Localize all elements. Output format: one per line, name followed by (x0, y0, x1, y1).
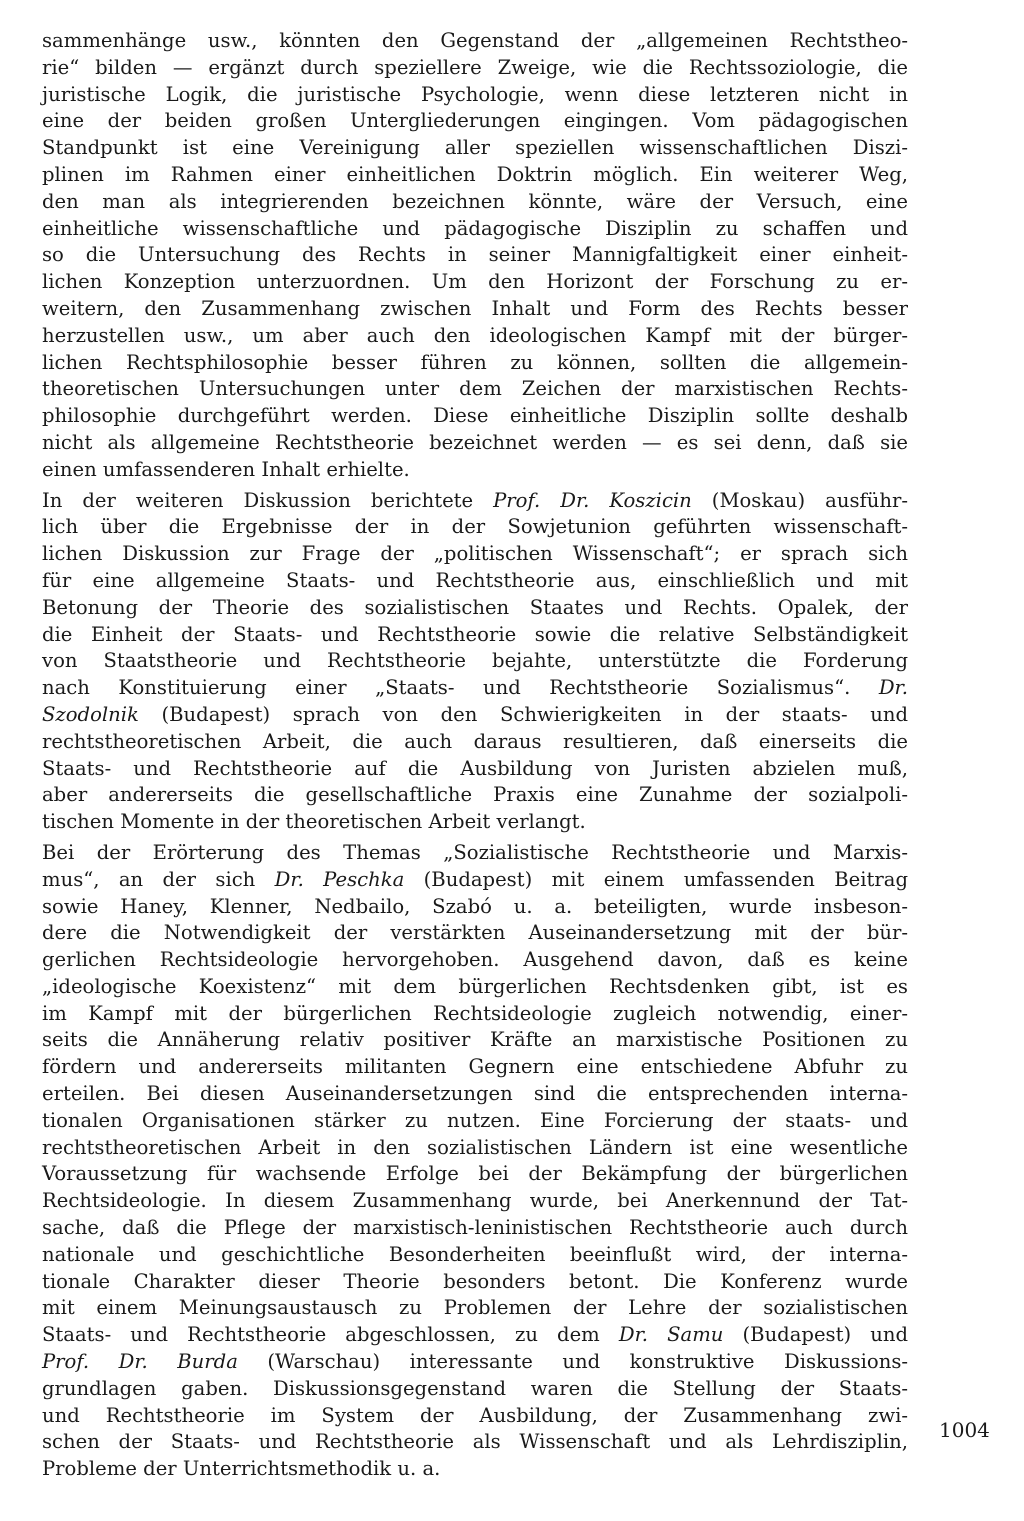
text-line (42, 296, 908, 323)
text-run: tionalen Organisationen stärker zu nutzen. Eine Forcierung der staats- und (42, 1108, 908, 1132)
text-line (42, 1161, 908, 1188)
text-line (42, 55, 908, 82)
text-line (42, 135, 908, 162)
text-line (42, 920, 908, 947)
italic-name: Szodolnik (42, 702, 139, 726)
text-run: grundlagen gaben. Diskussionsgegenstand waren die Stellung der Staats- (42, 1376, 908, 1400)
text-run: Standpunkt ist eine Vereinigung aller speziellen wissenschaftlichen Diszi- (42, 136, 908, 160)
text-line (42, 974, 908, 1001)
text-run: herzustellen usw., um aber auch den ideologischen Kampf mit der bürger- (42, 323, 908, 347)
text-run: rechtstheoretischen Arbeit, die auch daraus resultieren, daß einerseits die (42, 729, 908, 753)
text-line (42, 189, 908, 216)
text-line (42, 1349, 908, 1376)
text-line (42, 947, 908, 974)
text-run: plinen im Rahmen einer einheitlichen Doktrin möglich. Ein weiterer Weg, (42, 162, 908, 186)
text-line (42, 1135, 908, 1162)
paragraph (42, 840, 908, 1483)
text-line (42, 1269, 908, 1296)
text-run: Staats- und Rechtstheorie auf die Ausbildung von Juristen abzielen muß, (42, 756, 908, 780)
text-line (42, 675, 908, 702)
text-run: so die Untersuchung des Rechts in seiner Mannigfaltigkeit einer einheit- (42, 243, 908, 267)
text-run: für eine allgemeine Staats- und Rechtstheorie aus, einschließlich und mit (42, 568, 908, 592)
text-run: (Warschau) interessante und konstruktive Diskussions- (237, 1350, 908, 1374)
text-run: theoretischen Untersuchungen unter dem Zeichen der marxistischen Rechts- (42, 377, 908, 401)
text-run: (Moskau) ausführ- (691, 488, 909, 512)
italic-name: Dr. Peschka (274, 867, 405, 891)
text-line (42, 1429, 908, 1456)
text-run: sowie Haney, Klenner, Nedbailo, Szabó u. a. beteiligten, wurde insbeson- (42, 894, 908, 918)
text-run: Rechtsideologie. In diesem Zusammenhang wurde, bei Anerkennund der Tat- (42, 1189, 908, 1213)
text-line (42, 1027, 908, 1054)
text-line (42, 1108, 908, 1135)
text-line (42, 894, 908, 921)
text-run: einheitliche wissenschaftliche und pädagogische Disziplin zu schaffen und (42, 216, 908, 240)
text-line (42, 323, 908, 350)
text-run: im Kampf mit der bürgerlichen Rechtsideologie zugleich notwendig, einer- (42, 1001, 908, 1025)
text-line (42, 756, 908, 783)
text-run: (Budapest) und (723, 1323, 908, 1347)
text-line (42, 568, 908, 595)
paragraph (42, 28, 908, 484)
text-run: erteilen. Bei diesen Auseinandersetzungen sind die entsprechenden interna- (42, 1082, 908, 1106)
text-line (42, 782, 908, 809)
text-run: Betonung der Theorie des sozialistischen Staates und Rechts. Opalek, der (42, 595, 908, 619)
text-line (42, 1456, 908, 1483)
text-run: schen der Staats- und Rechtstheorie als Wissenschaft und als Lehrdisziplin, (42, 1430, 908, 1454)
text-line (42, 488, 908, 515)
text-run: rechtstheoretischen Arbeit in den sozialistischen Ländern ist eine wesentliche (42, 1135, 908, 1159)
text-line (42, 514, 908, 541)
text-run: fördern und andererseits militanten Gegnern eine entschiedene Abfuhr zu (42, 1055, 908, 1079)
text-run: nationale und geschichtliche Besonderheiten beeinflußt wird, der interna- (42, 1242, 908, 1266)
text-run: Bei der Erörterung des Themas „Sozialistische Rechtstheorie und Marxis- (42, 840, 908, 864)
text-line (42, 1376, 908, 1403)
paragraph (42, 488, 908, 836)
text-run: Staats- und Rechtstheorie abgeschlossen, zu dem (42, 1323, 619, 1347)
italic-name: Prof. Dr. Burda (42, 1350, 238, 1374)
text-run: eine der beiden großen Untergliederungen eingingen. Vom pädagogischen (42, 109, 908, 133)
text-run: juristische Logik, die juristische Psychologie, wenn diese letzteren nicht in (42, 82, 908, 106)
text-line (42, 108, 908, 135)
text-line (42, 1242, 908, 1269)
text-line (42, 1001, 908, 1028)
text-line (42, 403, 908, 430)
page-body (42, 28, 908, 1483)
text-run: lichen Diskussion zur Frage der „politischen Wissenschaft“; er sprach sich (42, 542, 908, 566)
text-run: Voraussetzung für wachsende Erfolge bei der Bekämpfung der bürgerlichen (42, 1162, 908, 1186)
text-run: einen umfassenderen Inhalt erhielte. (42, 457, 410, 481)
text-line (42, 1295, 908, 1322)
text-run: lichen Rechtsphilosophie besser führen zu können, sollten die allgemein- (42, 350, 908, 374)
text-line (42, 1188, 908, 1215)
text-line (42, 867, 908, 894)
text-line (42, 269, 908, 296)
text-run: und Rechtstheorie im System der Ausbildung, der Zusammenhang zwi- (42, 1403, 908, 1427)
text-run: seits die Annäherung relativ positiver Kräfte an marxistische Positionen zu (42, 1028, 908, 1052)
text-run: gerlichen Rechtsideologie hervorgehoben. Ausgehend davon, daß es keine (42, 948, 908, 972)
text-run: sammenhänge usw., könnten den Gegenstand der „allgemeinen Rechtstheo- (42, 29, 908, 52)
text-line (42, 702, 908, 729)
italic-name: Dr. (878, 676, 908, 700)
text-line (42, 1215, 908, 1242)
text-line (42, 28, 908, 55)
text-run: mit einem Meinungsaustausch zu Problemen der Lehre der sozialistischen (42, 1296, 908, 1320)
text-run: In der weiteren Diskussion berichtete (42, 488, 494, 512)
text-line (42, 242, 908, 269)
text-run: (Budapest) mit einem umfassenden Beitrag (404, 867, 909, 891)
text-run: nicht als allgemeine Rechtstheorie bezeichnet werden — es sei denn, daß sie (42, 430, 908, 454)
text-line (42, 840, 908, 867)
text-line (42, 82, 908, 109)
text-run: „ideologische Koexistenz“ mit dem bürgerlichen Rechtsdenken gibt, ist es (42, 974, 908, 998)
text-line (42, 1322, 908, 1349)
text-run: lichen Konzeption unterzuordnen. Um den Horizont der Forschung zu er- (42, 270, 908, 294)
text-line (42, 376, 908, 403)
text-line (42, 648, 908, 675)
italic-name: Dr. Samu (618, 1323, 724, 1347)
text-run: tischen Momente in der theoretischen Arbeit verlangt. (42, 810, 586, 834)
text-run: (Budapest) sprach von den Schwierigkeiten in der staats- und (138, 702, 908, 726)
text-line (42, 1403, 908, 1430)
text-line (42, 595, 908, 622)
text-run: von Staatstheorie und Rechtstheorie bejahte, unterstützte die Forderung (42, 649, 908, 673)
text-line (42, 1081, 908, 1108)
text-line (42, 1054, 908, 1081)
text-run: sache, daß die Pflege der marxistisch-leninistischen Rechtstheorie auch durch (42, 1216, 908, 1240)
text-line (42, 430, 908, 457)
text-run: philosophie durchgeführt werden. Diese einheitliche Disziplin sollte deshalb (42, 404, 908, 428)
text-run: Probleme der Unterrichtsmethodik u. a. (42, 1457, 441, 1481)
text-line (42, 350, 908, 377)
text-line (42, 622, 908, 649)
text-line (42, 216, 908, 243)
text-run: tionale Charakter dieser Theorie besonders betont. Die Konferenz wurde (42, 1269, 908, 1293)
text-run: rie“ bilden — ergänzt durch speziellere Zweige, wie die Rechtssoziologie, die (42, 55, 908, 79)
text-run: nach Konstituierung einer „Staats- und Rechtstheorie Sozialismus“. (42, 676, 879, 700)
text-run: dere die Notwendigkeit der verstärkten Auseinandersetzung mit der bür- (42, 921, 908, 945)
text-line (42, 541, 908, 568)
text-run: mus“, an der sich (42, 867, 275, 891)
text-run: aber andererseits die gesellschaftliche Praxis eine Zunahme der sozialpoli- (42, 783, 908, 807)
text-line (42, 162, 908, 189)
italic-name: Prof. Dr. Koszicin (493, 488, 692, 512)
page-number: 1004 (939, 1418, 990, 1442)
text-line (42, 729, 908, 756)
text-run: weitern, den Zusammenhang zwischen Inhalt und Form des Rechts besser (42, 296, 908, 320)
text-line (42, 457, 908, 484)
text-run: lich über die Ergebnisse der in der Sowjetunion geführten wissenschaft- (42, 515, 908, 539)
text-run: die Einheit der Staats- und Rechtstheorie sowie die relative Selbständigkeit (42, 622, 908, 646)
text-line (42, 809, 908, 836)
text-run: den man als integrierenden bezeichnen könnte, wäre der Versuch, eine (42, 189, 908, 213)
